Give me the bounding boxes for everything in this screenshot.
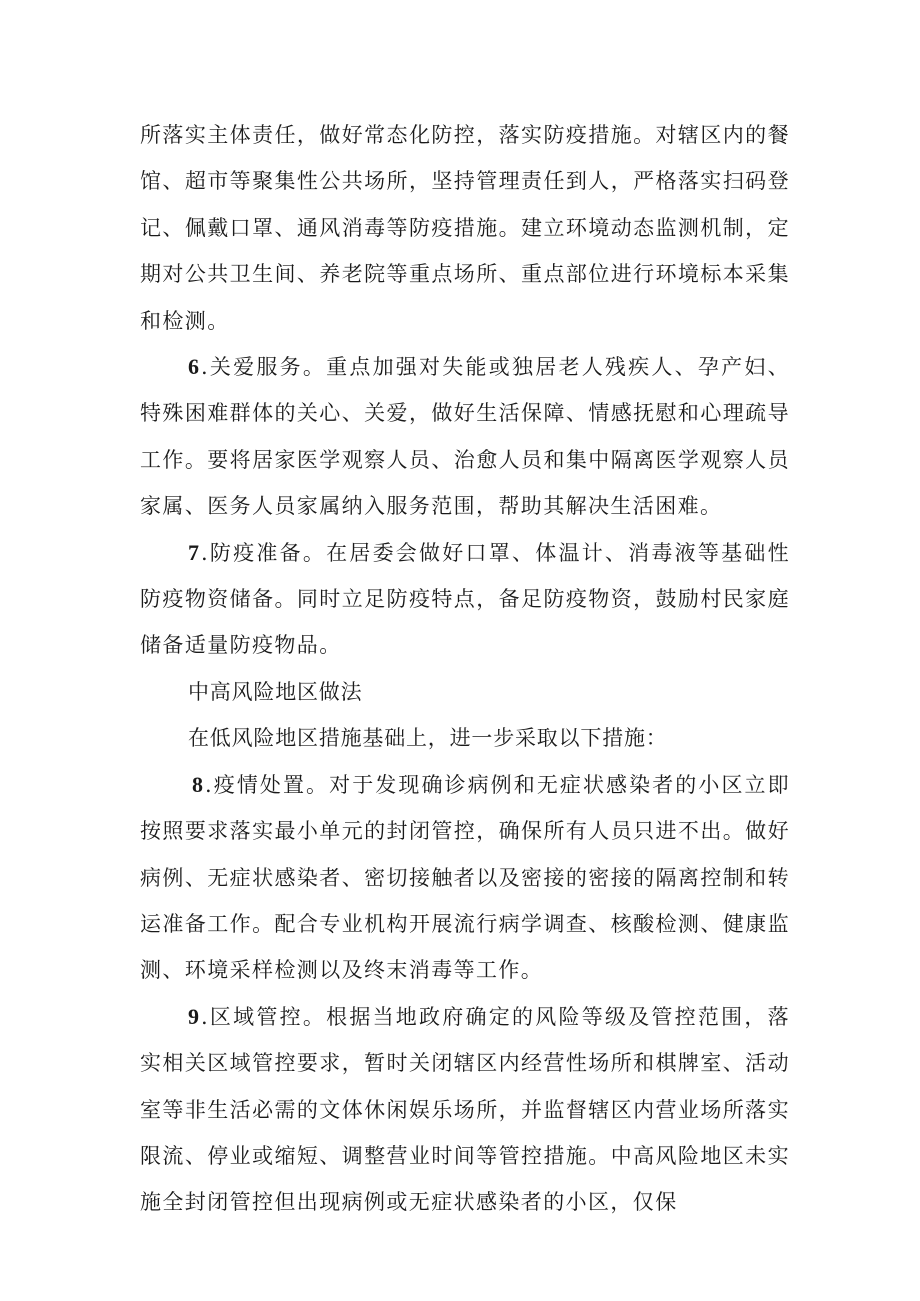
item-number: 8 bbox=[192, 771, 205, 797]
document-body bbox=[140, 112, 790, 1226]
item-number: 6 bbox=[188, 354, 201, 380]
item-number: 7 bbox=[188, 539, 201, 565]
paragraph-item-6 bbox=[140, 344, 790, 530]
paragraph-intro: 在低风险地区措施基础上，进一步采取以下措施： bbox=[188, 726, 668, 751]
paragraph-item-8 bbox=[140, 762, 790, 994]
item-text: .防疫准备。在居委会做好口罩、体温计、消毒液等基础性防疫物资储备。同时立足防疫特点，备足防疫物资，鼓励村民家庭储备适量防疫物品。 bbox=[140, 540, 790, 658]
item-number: 9 bbox=[188, 1003, 201, 1029]
item-text: .疫情处置。对于发现确诊病例和无症状感染者的小区立即按照要求落实最小单元的封闭管控，确保所有人员只进不出。做好病例、无症状感染者、密切接触者以及密接的密接的隔离控制和转运准备工作。配合专业机构开展流行病学调查、核酸检测、健康监测、环境采样检测以及终末消毒等工作。 bbox=[140, 772, 790, 983]
paragraph-item-7 bbox=[140, 530, 790, 669]
section-heading: 中高风险地区做法 bbox=[188, 679, 363, 704]
paragraph-item-9 bbox=[140, 994, 790, 1226]
item-text: .关爱服务。重点加强对失能或独居老人残疾人、孕产妇、特殊困难群体的关心、关爱，做好生活保障、情感抚慰和心理疏导工作。要将居家医学观察人员、治愈人员和集中隔离医学观察人员家属、医务人员家属纳入服务范围，帮助其解决生活困难。 bbox=[140, 355, 790, 519]
item-text: .区域管控。根据当地政府确定的风险等级及管控范围，落实相关区域管控要求，暂时关闭辖区内经营性场所和棋牌室、活动室等非生活必需的文体休闲娱乐场所，并监督辖区内营业场所落实限流、停业或缩短、调整营业时间等管控措施。中高风险地区未实施全封闭管控但出现病例或无症状感染者的小区，仅保 bbox=[140, 1004, 790, 1215]
paragraph-continuation: 所落实主体责任，做好常态化防控，落实防疫措施。对辖区内的餐馆、超市等聚集性公共场所，坚持管理责任到人，严格落实扫码登记、佩戴口罩、通风消毒等防疫措施。建立环境动态监测机制，定期对公共卫生间、养老院等重点场所、重点部位进行环境标本采集和检测。 bbox=[140, 123, 790, 333]
